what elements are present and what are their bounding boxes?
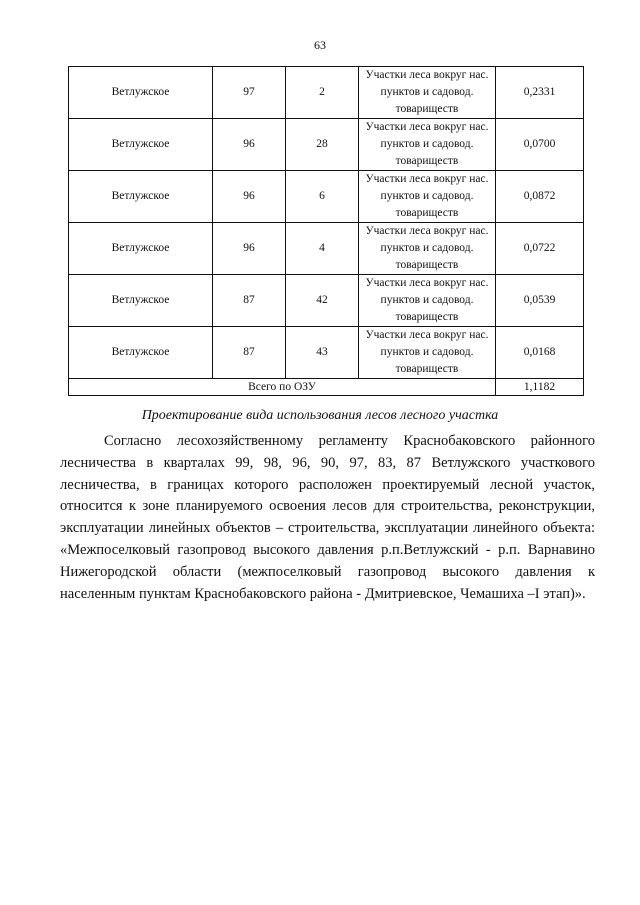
- total-value: 1,1182: [496, 379, 584, 396]
- quarter-cell: 96: [213, 119, 286, 171]
- table-row: [69, 223, 584, 275]
- area-cell: 0,2331: [496, 67, 584, 119]
- forestry-cell: Ветлужское: [69, 327, 213, 379]
- quarter-cell: 96: [213, 171, 286, 223]
- section-cell: 2: [286, 67, 359, 119]
- table-row: [69, 275, 584, 327]
- purpose-cell: Участки леса вокруг нас. пунктов и садовод. товариществ: [359, 275, 496, 327]
- forestry-cell: Ветлужское: [69, 119, 213, 171]
- section-cell: 4: [286, 223, 359, 275]
- table-row: [69, 67, 584, 119]
- table-row: [69, 171, 584, 223]
- table-row: [69, 327, 584, 379]
- forestry-cell: Ветлужское: [69, 171, 213, 223]
- section-cell: 42: [286, 275, 359, 327]
- area-cell: 0,0168: [496, 327, 584, 379]
- section-cell: 43: [286, 327, 359, 379]
- quarter-cell: 87: [213, 327, 286, 379]
- section-cell: 6: [286, 171, 359, 223]
- purpose-cell: Участки леса вокруг нас. пунктов и садовод. товариществ: [359, 327, 496, 379]
- purpose-cell: Участки леса вокруг нас. пунктов и садовод. товариществ: [359, 171, 496, 223]
- quarter-cell: 96: [213, 223, 286, 275]
- forest-plots-table: [68, 66, 584, 396]
- total-row: [69, 379, 584, 396]
- area-cell: 0,0872: [496, 171, 584, 223]
- purpose-cell: Участки леса вокруг нас. пунктов и садовод. товариществ: [359, 119, 496, 171]
- purpose-cell: Участки леса вокруг нас. пунктов и садовод. товариществ: [359, 67, 496, 119]
- area-cell: 0,0722: [496, 223, 584, 275]
- body-paragraph: Согласно лесохозяйственному регламенту Краснобаковского районного лесничества в кварталах 99, 98, 96, 90, 97, 83, 87 Ветлужского участкового лесничества, в границах которого расположен проектируемый лесной участок, относится к зоне планируемого освоения лесов для строительства, реконструкции, эксплуатации линейных объектов – строительства, эксплуатации линейного объекта: «Межпоселковый газопровод высокого давления р.п.Ветлужский - р.п. Варнавино Нижегородской области (межпоселковый газопровод высокого давления к населенным пунктам Краснобаковского района - Дмитриевское, Чемашиха –I этап)».: [60, 433, 595, 602]
- area-cell: 0,0700: [496, 119, 584, 171]
- quarter-cell: 87: [213, 275, 286, 327]
- forestry-cell: Ветлужское: [69, 67, 213, 119]
- section-heading: Проектирование вида использования лесов лесного участка: [141, 408, 499, 423]
- table-row: [69, 119, 584, 171]
- section-cell: 28: [286, 119, 359, 171]
- page-number: 63: [314, 38, 326, 52]
- forestry-cell: Ветлужское: [69, 275, 213, 327]
- total-label: Всего по ОЗУ: [69, 379, 496, 396]
- area-cell: 0,0539: [496, 275, 584, 327]
- purpose-cell: Участки леса вокруг нас. пунктов и садовод. товариществ: [359, 223, 496, 275]
- forestry-cell: Ветлужское: [69, 223, 213, 275]
- quarter-cell: 97: [213, 67, 286, 119]
